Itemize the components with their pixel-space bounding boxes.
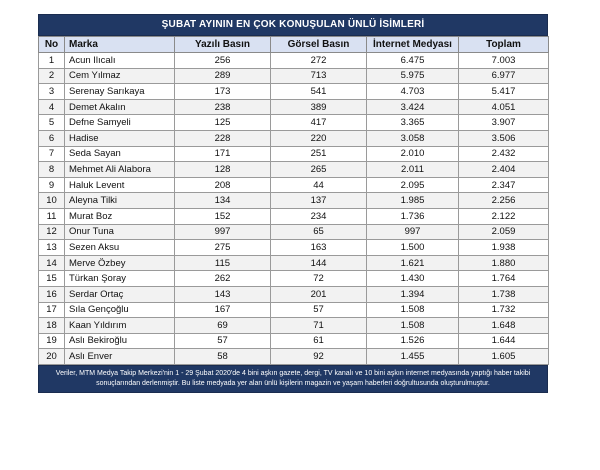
- toplam-value: 2.059: [459, 224, 549, 240]
- internet-medyasi-value: 3.365: [367, 115, 459, 131]
- internet-medyasi-value: 1.621: [367, 255, 459, 271]
- yazili-basin-value: 57: [175, 333, 271, 349]
- internet-medyasi-value: 5.975: [367, 68, 459, 84]
- internet-medyasi-value: 997: [367, 224, 459, 240]
- internet-medyasi-value: 1.394: [367, 286, 459, 302]
- column-header-marka: Marka: [65, 37, 175, 53]
- internet-medyasi-value: 2.010: [367, 146, 459, 162]
- row-number: 14: [39, 255, 65, 271]
- toplam-value: 4.051: [459, 99, 549, 115]
- celebrity-name: Acun Ilıcalı: [65, 53, 175, 69]
- row-number: 1: [39, 53, 65, 69]
- toplam-value: 2.122: [459, 208, 549, 224]
- table-row: [39, 162, 549, 178]
- row-number: 18: [39, 318, 65, 334]
- yazili-basin-value: 997: [175, 224, 271, 240]
- toplam-value: 1.648: [459, 318, 549, 334]
- table-row: [39, 208, 549, 224]
- celebrity-name: Defne Samyeli: [65, 115, 175, 131]
- yazili-basin-value: 275: [175, 240, 271, 256]
- internet-medyasi-value: 1.736: [367, 208, 459, 224]
- toplam-value: 2.347: [459, 177, 549, 193]
- celebrity-name: Serenay Sarıkaya: [65, 84, 175, 100]
- table-row: [39, 318, 549, 334]
- toplam-value: 1.880: [459, 255, 549, 271]
- gorsel-basin-value: 144: [271, 255, 367, 271]
- toplam-value: 1.605: [459, 349, 549, 365]
- row-number: 9: [39, 177, 65, 193]
- celebrity-name: Demet Akalın: [65, 99, 175, 115]
- row-number: 7: [39, 146, 65, 162]
- toplam-value: 3.907: [459, 115, 549, 131]
- internet-medyasi-value: 1.430: [367, 271, 459, 287]
- internet-medyasi-value: 1.500: [367, 240, 459, 256]
- celebrity-name: Kaan Yıldırım: [65, 318, 175, 334]
- row-number: 10: [39, 193, 65, 209]
- internet-medyasi-value: 1.455: [367, 349, 459, 365]
- toplam-value: 2.404: [459, 162, 549, 178]
- internet-medyasi-value: 2.011: [367, 162, 459, 178]
- gorsel-basin-value: 389: [271, 99, 367, 115]
- table-row: [39, 146, 549, 162]
- celebrity-name: Haluk Levent: [65, 177, 175, 193]
- table-row: [39, 130, 549, 146]
- table-row: [39, 84, 549, 100]
- gorsel-basin-value: 201: [271, 286, 367, 302]
- gorsel-basin-value: 71: [271, 318, 367, 334]
- row-number: 19: [39, 333, 65, 349]
- gorsel-basin-value: 163: [271, 240, 367, 256]
- celebrity-name: Aleyna Tilki: [65, 193, 175, 209]
- celebrity-name: Cem Yılmaz: [65, 68, 175, 84]
- gorsel-basin-value: 541: [271, 84, 367, 100]
- toplam-value: 5.417: [459, 84, 549, 100]
- yazili-basin-value: 228: [175, 130, 271, 146]
- yazili-basin-value: 238: [175, 99, 271, 115]
- internet-medyasi-value: 1.985: [367, 193, 459, 209]
- celebrity-name: Türkan Şoray: [65, 271, 175, 287]
- toplam-value: 2.256: [459, 193, 549, 209]
- row-number: 2: [39, 68, 65, 84]
- celebrity-name: Seda Sayan: [65, 146, 175, 162]
- toplam-value: 3.506: [459, 130, 549, 146]
- column-header-row: [39, 37, 549, 53]
- gorsel-basin-value: 44: [271, 177, 367, 193]
- yazili-basin-value: 58: [175, 349, 271, 365]
- ranking-sheet: [38, 14, 548, 432]
- yazili-basin-value: 128: [175, 162, 271, 178]
- row-number: 12: [39, 224, 65, 240]
- row-number: 16: [39, 286, 65, 302]
- table-row: [39, 349, 549, 365]
- row-number: 17: [39, 302, 65, 318]
- footnote: Veriler, MTM Medya Takip Merkezi'nin 1 - 29 Şubat 2020'de 4 bini aşkın gazete, dergi, TV kanalı ve 10 bini aşkın internet medyasında yaptığı haber takibi sonuçlarından derlenmiştir. Bu liste medyada yer alan ünlü kişilerin magazin ve yaşam haberleri doğrultusunda oluşturulmuştur.: [38, 365, 548, 393]
- row-number: 3: [39, 84, 65, 100]
- gorsel-basin-value: 265: [271, 162, 367, 178]
- table-row: [39, 99, 549, 115]
- table-row: [39, 240, 549, 256]
- gorsel-basin-value: 65: [271, 224, 367, 240]
- table-title: ŞUBAT AYININ EN ÇOK KONUŞULAN ÜNLÜ İSİMLERİ: [38, 14, 548, 36]
- toplam-value: 1.732: [459, 302, 549, 318]
- internet-medyasi-value: 4.703: [367, 84, 459, 100]
- celebrity-name: Merve Özbey: [65, 255, 175, 271]
- table-row: [39, 68, 549, 84]
- yazili-basin-value: 289: [175, 68, 271, 84]
- yazili-basin-value: 115: [175, 255, 271, 271]
- celebrity-name: Sezen Aksu: [65, 240, 175, 256]
- column-header-gorsel-basin: Görsel Basın: [271, 37, 367, 53]
- gorsel-basin-value: 713: [271, 68, 367, 84]
- yazili-basin-value: 125: [175, 115, 271, 131]
- row-number: 15: [39, 271, 65, 287]
- table-row: [39, 177, 549, 193]
- yazili-basin-value: 152: [175, 208, 271, 224]
- gorsel-basin-value: 417: [271, 115, 367, 131]
- yazili-basin-value: 262: [175, 271, 271, 287]
- celebrity-name: Aslı Enver: [65, 349, 175, 365]
- column-header-yazili-basin: Yazılı Basın: [175, 37, 271, 53]
- table-row: [39, 286, 549, 302]
- column-header-no: No: [39, 37, 65, 53]
- celebrity-name: Aslı Bekiroğlu: [65, 333, 175, 349]
- table-row: [39, 193, 549, 209]
- celebrity-name: Murat Boz: [65, 208, 175, 224]
- gorsel-basin-value: 61: [271, 333, 367, 349]
- celebrity-name: Mehmet Ali Alabora: [65, 162, 175, 178]
- table-row: [39, 53, 549, 69]
- celebrity-name: Serdar Ortaç: [65, 286, 175, 302]
- row-number: 6: [39, 130, 65, 146]
- yazili-basin-value: 171: [175, 146, 271, 162]
- toplam-value: 2.432: [459, 146, 549, 162]
- internet-medyasi-value: 3.424: [367, 99, 459, 115]
- row-number: 5: [39, 115, 65, 131]
- celebrity-name: Hadise: [65, 130, 175, 146]
- internet-medyasi-value: 1.508: [367, 318, 459, 334]
- row-number: 13: [39, 240, 65, 256]
- yazili-basin-value: 173: [175, 84, 271, 100]
- toplam-value: 7.003: [459, 53, 549, 69]
- gorsel-basin-value: 234: [271, 208, 367, 224]
- row-number: 20: [39, 349, 65, 365]
- gorsel-basin-value: 92: [271, 349, 367, 365]
- internet-medyasi-value: 1.508: [367, 302, 459, 318]
- table-row: [39, 271, 549, 287]
- table-row: [39, 224, 549, 240]
- toplam-value: 6.977: [459, 68, 549, 84]
- toplam-value: 1.738: [459, 286, 549, 302]
- internet-medyasi-value: 3.058: [367, 130, 459, 146]
- table-row: [39, 255, 549, 271]
- column-header-internet-medyasi: İnternet Medyası: [367, 37, 459, 53]
- gorsel-basin-value: 251: [271, 146, 367, 162]
- toplam-value: 1.938: [459, 240, 549, 256]
- gorsel-basin-value: 57: [271, 302, 367, 318]
- yazili-basin-value: 167: [175, 302, 271, 318]
- column-header-toplam: Toplam: [459, 37, 549, 53]
- internet-medyasi-value: 1.526: [367, 333, 459, 349]
- celebrity-name: Onur Tuna: [65, 224, 175, 240]
- table-row: [39, 115, 549, 131]
- gorsel-basin-value: 137: [271, 193, 367, 209]
- toplam-value: 1.764: [459, 271, 549, 287]
- yazili-basin-value: 134: [175, 193, 271, 209]
- yazili-basin-value: 208: [175, 177, 271, 193]
- table-row: [39, 302, 549, 318]
- internet-medyasi-value: 6.475: [367, 53, 459, 69]
- yazili-basin-value: 69: [175, 318, 271, 334]
- yazili-basin-value: 143: [175, 286, 271, 302]
- gorsel-basin-value: 72: [271, 271, 367, 287]
- row-number: 8: [39, 162, 65, 178]
- ranking-table: [38, 36, 549, 365]
- toplam-value: 1.644: [459, 333, 549, 349]
- gorsel-basin-value: 220: [271, 130, 367, 146]
- gorsel-basin-value: 272: [271, 53, 367, 69]
- table-row: [39, 333, 549, 349]
- celebrity-name: Sıla Gençoğlu: [65, 302, 175, 318]
- row-number: 4: [39, 99, 65, 115]
- row-number: 11: [39, 208, 65, 224]
- yazili-basin-value: 256: [175, 53, 271, 69]
- internet-medyasi-value: 2.095: [367, 177, 459, 193]
